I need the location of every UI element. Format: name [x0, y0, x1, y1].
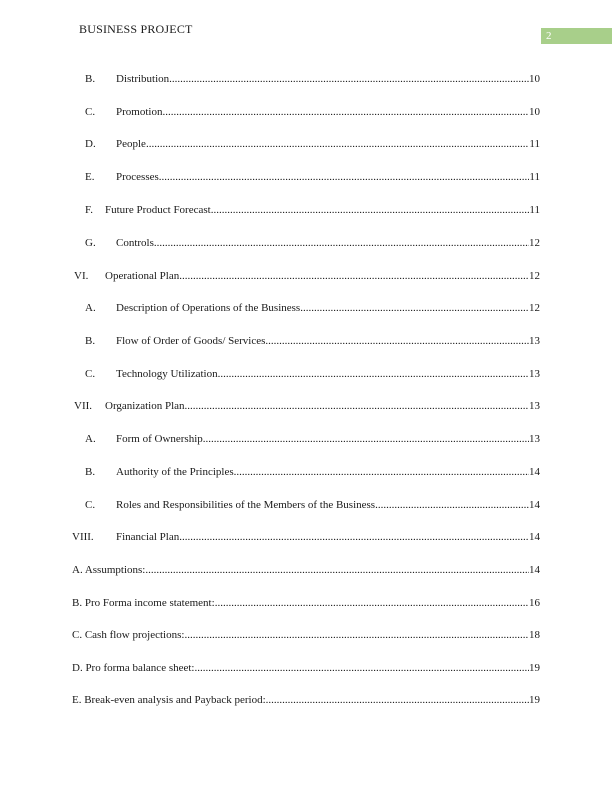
toc-leader-dots [300, 302, 529, 315]
toc-leader-dots [215, 597, 529, 610]
toc-entry-label: Distribution [116, 73, 170, 85]
toc-entry-page: 14 [529, 564, 540, 576]
page-number-badge: 2 [541, 28, 612, 44]
toc-entry-roles-and-responsibilities[interactable] [85, 498, 540, 512]
toc-entry-number: B. [85, 466, 96, 478]
toc-entry-label: People [116, 138, 146, 150]
toc-entry-number: B. [85, 73, 96, 85]
toc-entry-label: Controls [116, 237, 154, 249]
toc-entry-number: E. [85, 171, 95, 183]
toc-entry-authority-of-principles[interactable] [85, 465, 540, 479]
toc-entry-number: F. [85, 204, 93, 216]
toc-entry-flow-of-order[interactable] [85, 334, 540, 348]
toc-entry-label: Technology Utilization [116, 368, 218, 380]
toc-entry-page: 18 [529, 629, 540, 641]
toc-entry-page: 19 [529, 694, 540, 706]
toc-entry-number: G. [85, 237, 96, 249]
toc-entry-label: Roles and Responsibilities of the Members of the Business [116, 499, 376, 511]
toc-entry-number: A. [85, 433, 96, 445]
toc-entry-processes[interactable] [85, 170, 540, 184]
toc-entry-label: Flow of Order of Goods/ Services [116, 335, 266, 347]
toc-leader-dots [184, 629, 529, 642]
toc-entry-page: 12 [529, 270, 540, 282]
toc-leader-dots [169, 73, 529, 86]
toc-entry-number: C. [85, 368, 96, 380]
toc-leader-dots [162, 106, 529, 119]
toc-entry-page: 13 [529, 400, 540, 412]
toc-entry-label: Promotion [116, 106, 163, 118]
toc-leader-dots [375, 499, 529, 512]
toc-entry-future-product-forecast[interactable] [85, 203, 540, 217]
toc-entry-page: 11 [529, 171, 540, 183]
toc-entry-label: C. Cash flow projections: [72, 629, 185, 641]
toc-leader-dots [179, 531, 529, 544]
toc-leader-dots [211, 204, 530, 217]
toc-entry-pro-forma-income-statement[interactable] [72, 596, 540, 610]
toc-entry-page: 12 [529, 237, 540, 249]
toc-entry-label: Financial Plan [116, 531, 180, 543]
toc-leader-dots [234, 466, 529, 479]
toc-entry-page: 14 [529, 531, 540, 543]
toc-entry-page: 11 [529, 138, 540, 150]
toc-entry-technology-utilization[interactable] [85, 367, 540, 381]
toc-entry-number: VI. [74, 270, 89, 282]
toc-entry-label: B. Pro Forma income statement: [72, 597, 215, 609]
toc-entry-form-of-ownership[interactable] [85, 432, 540, 446]
toc-entry-label: Authority of the Principles [116, 466, 234, 478]
toc-entry-label: Future Product Forecast [105, 204, 211, 216]
toc-entry-label: E. Break-even analysis and Payback period: [72, 694, 266, 706]
toc-entry-financial-plan[interactable] [72, 530, 540, 544]
toc-leader-dots [266, 694, 529, 707]
toc-leader-dots [159, 171, 530, 184]
toc-entry-people[interactable] [85, 137, 540, 151]
toc-entry-break-even-analysis[interactable] [72, 693, 540, 707]
toc-leader-dots [145, 564, 529, 577]
toc-entry-page: 13 [529, 368, 540, 380]
toc-entry-number: C. [85, 106, 96, 118]
toc-entry-page: 19 [529, 662, 540, 674]
toc-entry-cash-flow-projections[interactable] [72, 628, 540, 642]
toc-entry-number: D. [85, 138, 96, 150]
toc-entry-pro-forma-balance-sheet[interactable] [72, 661, 540, 675]
toc-leader-dots [194, 662, 529, 675]
toc-entry-number: C. [85, 499, 96, 511]
toc-entry-number: VIII. [72, 531, 94, 543]
toc-entry-page: 10 [529, 73, 540, 85]
toc-entry-page: 13 [529, 433, 540, 445]
toc-leader-dots [179, 270, 529, 283]
toc-entry-promotion[interactable] [85, 105, 540, 119]
toc-entry-page: 10 [529, 106, 540, 118]
toc-entry-label: Description of Operations of the Business [116, 302, 301, 314]
toc-leader-dots [185, 400, 529, 413]
toc-entry-page: 16 [529, 597, 540, 609]
toc-entry-organization-plan[interactable] [74, 399, 540, 413]
toc-entry-label: Form of Ownership [116, 433, 203, 445]
toc-entry-page: 14 [529, 499, 540, 511]
toc-entry-page: 14 [529, 466, 540, 478]
toc-entry-number: VII. [74, 400, 93, 412]
toc-entry-label: D. Pro forma balance sheet: [72, 662, 195, 674]
toc-leader-dots [146, 138, 529, 151]
toc-leader-dots [265, 335, 529, 348]
toc-entry-distribution[interactable] [85, 72, 540, 86]
toc-entry-page: 13 [529, 335, 540, 347]
toc-entry-number: B. [85, 335, 96, 347]
toc-entry-operational-plan[interactable] [74, 269, 540, 283]
toc-entry-number: A. [85, 302, 96, 314]
toc-entry-controls[interactable] [85, 236, 540, 250]
running-header: BUSINESS PROJECT [79, 22, 193, 36]
toc-leader-dots [203, 433, 529, 446]
toc-leader-dots [218, 368, 529, 381]
toc-entry-page: 11 [529, 204, 540, 216]
toc-entry-page: 12 [529, 302, 540, 314]
toc-entry-label: Processes [116, 171, 159, 183]
toc-entry-description-of-operations[interactable] [85, 301, 540, 315]
toc-leader-dots [154, 237, 529, 250]
toc-entry-assumptions[interactable] [72, 563, 540, 577]
toc-entry-label: Organization Plan [105, 400, 185, 412]
toc-entry-label: A. Assumptions: [72, 564, 146, 576]
toc-entry-label: Operational Plan [105, 270, 180, 282]
